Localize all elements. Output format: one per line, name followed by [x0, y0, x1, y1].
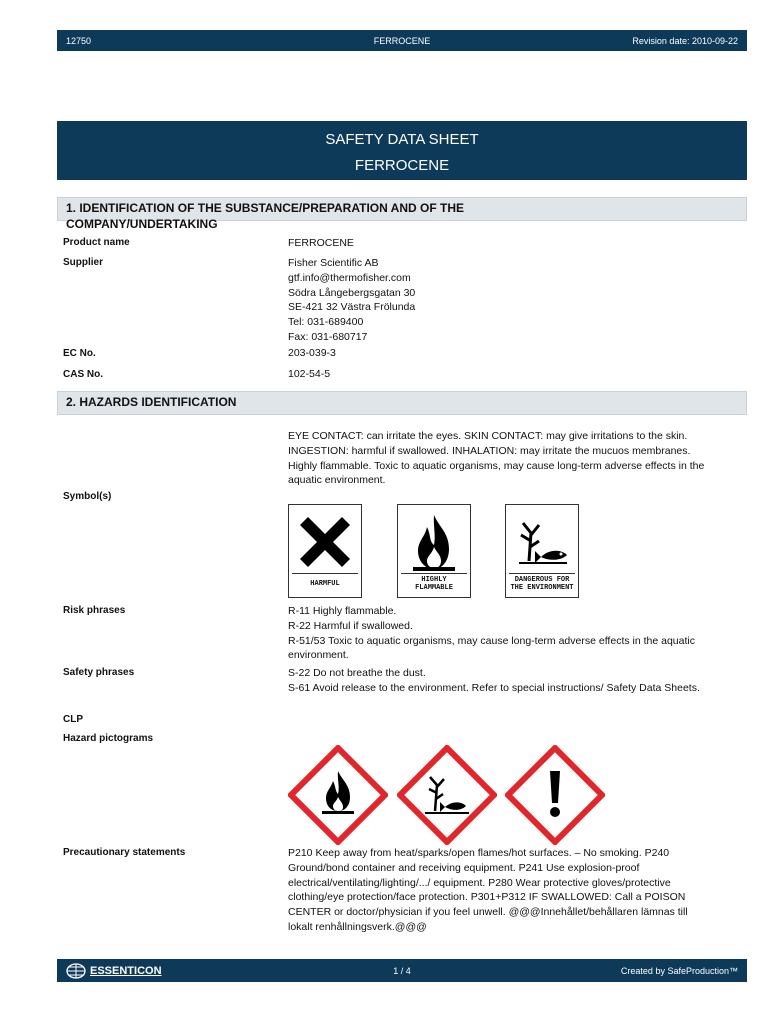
symbol-caption: HIGHLY FLAMMABLE: [401, 573, 467, 594]
supplier-label: Supplier: [63, 257, 104, 268]
cas-number-label: CAS No.: [63, 369, 103, 380]
harmful-x-icon: [294, 511, 356, 573]
safety-phrase: S-61 Avoid release to the environment. Refer to special instructions/ Safety Data Sheets.: [288, 681, 700, 694]
section-1-heading-line2: COMPANY/UNDERTAKING: [66, 217, 218, 231]
document-title: SAFETY DATA SHEET: [325, 131, 479, 148]
supplier-line: Fax: 031-680717: [288, 330, 368, 343]
supplier-line: Södra Långebergsgatan 30: [288, 286, 416, 299]
risk-phrase: R-51/53 Toxic to aquatic organisms, may cause long-term adverse effects in the aquatic environment.: [288, 634, 695, 662]
symbol-caption: DANGEROUS FOR THE ENVIRONMENT: [509, 573, 575, 594]
globe-icon: [66, 963, 86, 979]
risk-phrase: R-22 Harmful if swallowed.: [288, 619, 413, 632]
footer-bar: [57, 959, 747, 982]
cas-number-value: 102-54-5: [288, 368, 331, 380]
symbols-label: Symbol(s): [63, 491, 112, 502]
precautionary-statements-label: Precautionary statements: [63, 847, 186, 858]
section-2-heading: 2. HAZARDS IDENTIFICATION: [57, 391, 747, 415]
supplier-line: Tel: 031-689400: [288, 316, 364, 329]
safety-phrase: S-22 Do not breathe the dust.: [288, 667, 426, 679]
dead-tree-fish-icon: [511, 511, 573, 573]
risk-phrase: R-11 Highly flammable.: [288, 605, 397, 617]
precautionary-statements-value: P210 Keep away from heat/sparks/open flames/hot surfaces. – No smoking. P240 Ground/bond container and receiving equipment. P241 Use explosion-proof electrical/ventilating/lighting/.../ equipment. P280 Wear protective gloves/protective clothing/eye protection/face protection. P301+P312 IF SWALLOWED: Call a POISON CENTER or doctor/physician if you feel unwell. @@@Innehållet/behållaren lämnas till lokalt renhållningsverk.@@@: [288, 847, 688, 933]
product-name-value: FERROCENE: [288, 237, 354, 249]
supplier-line: Fisher Scientific AB: [288, 257, 379, 269]
section-1-heading: [57, 197, 747, 231]
ec-number-label: EC No.: [63, 348, 96, 359]
essenticon-logo: [66, 963, 162, 979]
document-id: 12750: [66, 35, 92, 46]
hazard-pictograms-label: Hazard pictograms: [63, 733, 154, 744]
section-1-heading-line1: 1. IDENTIFICATION OF THE SUBSTANCE/PREPARATION AND OF THE: [66, 201, 465, 215]
footer-credit: Created by SafeProduction™: [620, 965, 738, 976]
logo-text: ESSENTICON: [90, 964, 162, 977]
ghs-flame-pictogram: [288, 745, 388, 845]
supplier-value: [288, 256, 708, 345]
exclamation-icon: [550, 771, 560, 817]
risk-phrases-label: Risk phrases: [63, 605, 126, 616]
supplier-line: SE-421 32 Västra Frölunda: [288, 301, 416, 314]
highly-flammable-symbol: [397, 504, 471, 598]
safety-phrases-label: Safety phrases: [63, 667, 135, 678]
document-subtitle: FERROCENE: [354, 157, 450, 174]
safety-phrases-value: [288, 666, 708, 696]
supplier-email[interactable]: gtf.info@thermofisher.com: [288, 271, 411, 284]
top-header-bar: [57, 30, 747, 51]
title-banner: [57, 121, 747, 180]
symbol-caption: HARMFUL: [292, 573, 358, 594]
revision-date: Revision date: 2010-09-22: [632, 35, 738, 46]
environment-symbol: [505, 504, 579, 598]
flame-icon: [403, 511, 465, 573]
product-name-label: Product name: [63, 237, 130, 248]
ghs-environment-pictogram: [397, 745, 497, 845]
header-product-name: FERROCENE: [373, 35, 431, 46]
ghs-exclamation-pictogram: [505, 745, 605, 845]
page-indicator: 1 / 4: [393, 965, 411, 976]
risk-phrases-value: [288, 604, 708, 663]
hazard-description: EYE CONTACT: can irritate the eyes. SKIN CONTACT: may give irritations to the skin. INGESTION: harmful if swallowed. INHALATION: may irritate the mucuos membranes. Highly flammable. Toxic to aquatic organisms, may cause long-term adverse effects in the aquatic environment.: [288, 430, 705, 487]
clp-label: CLP: [63, 714, 83, 725]
harmful-symbol: [288, 504, 362, 598]
ec-number-value: 203-039-3: [288, 347, 336, 359]
